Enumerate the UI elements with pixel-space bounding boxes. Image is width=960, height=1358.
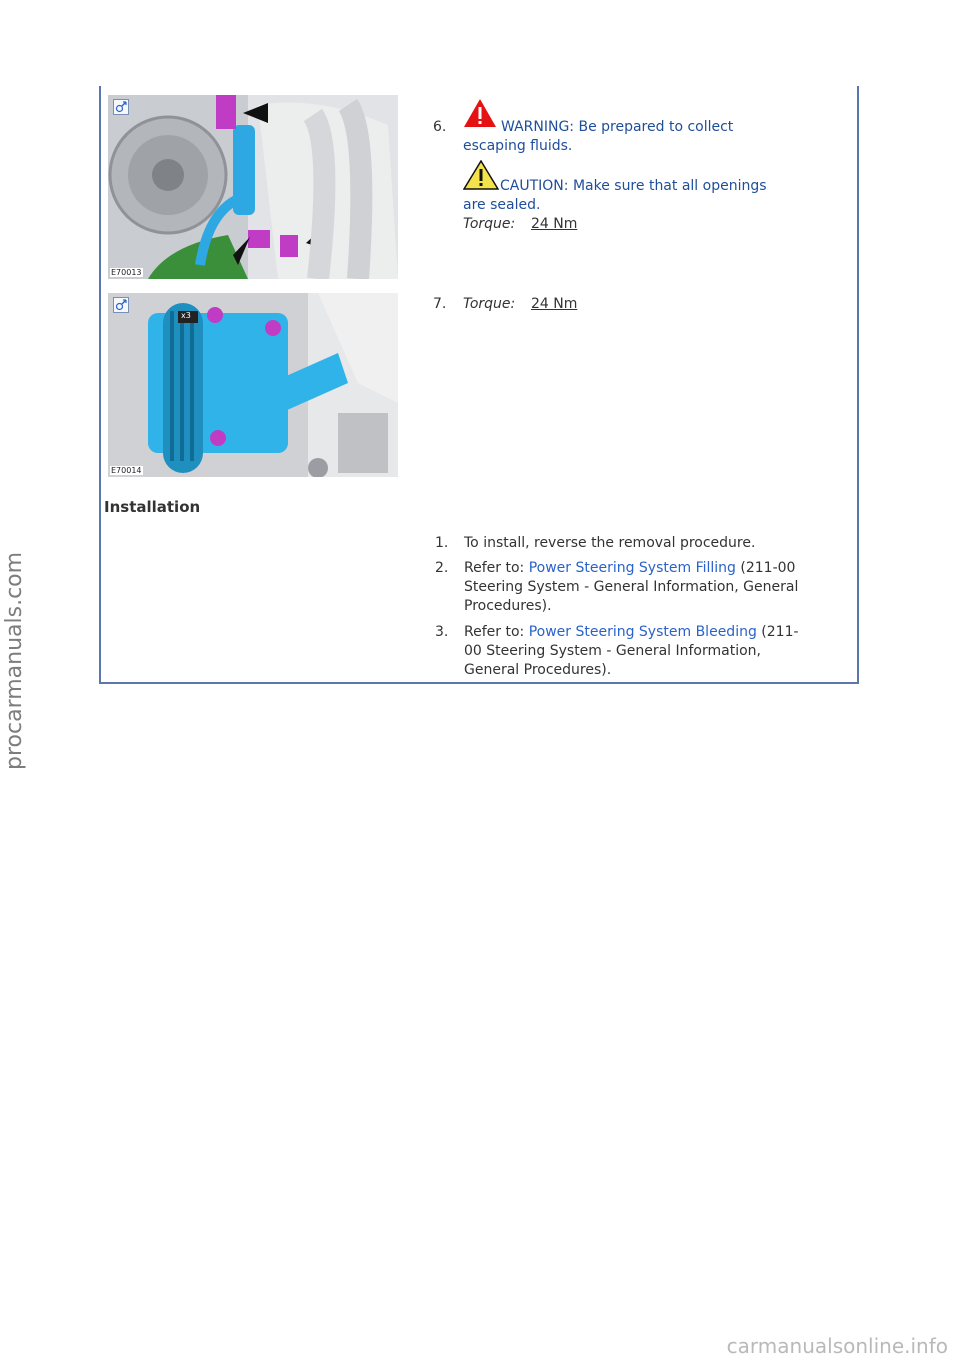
list-number: 2. [435, 560, 449, 576]
torque-label: Torque: [463, 296, 516, 312]
power-steering-filling-link[interactable]: Power Steering System Filling [528, 560, 736, 576]
list-item [464, 623, 844, 680]
refer-suffix: (211- [756, 624, 799, 640]
list-item-line: Procedures). [464, 598, 552, 614]
torque-label: Torque: [463, 216, 516, 232]
zoom-icon[interactable] [113, 99, 129, 115]
refer-prefix: Refer to: [464, 624, 529, 640]
step-number: 7. [433, 296, 447, 312]
count-badge: x3 [181, 311, 191, 320]
list-item [464, 559, 844, 616]
list-item-line: Steering System - General Information, General [464, 579, 799, 595]
caution-text-cont: are sealed. [463, 197, 541, 213]
list-item-text: To install, reverse the removal procedure. [464, 535, 756, 551]
side-watermark: procarmanuals.com [2, 551, 27, 770]
caution-icon [463, 160, 499, 194]
image-label: E70014 [111, 466, 142, 475]
list-item-line: General Procedures). [464, 662, 612, 678]
warning-text: WARNING: Be prepared to collect [501, 119, 734, 135]
list-number: 3. [435, 624, 449, 640]
step-number: 6. [433, 119, 447, 135]
image-label: E70013 [111, 268, 142, 277]
refer-prefix: Refer to: [464, 560, 529, 576]
torque-value[interactable]: 24 Nm [531, 296, 578, 312]
footer-watermark: carmanualsonline.info [726, 1334, 948, 1358]
warning-text-cont: escaping fluids. [463, 138, 573, 154]
list-item-line: 00 Steering System - General Information, [464, 643, 761, 659]
zoom-icon[interactable] [113, 297, 129, 313]
power-steering-bleeding-link[interactable]: Power Steering System Bleeding [528, 624, 757, 640]
step-6-illustration[interactable] [108, 95, 398, 279]
torque-value[interactable]: 24 Nm [531, 216, 578, 232]
warning-icon [463, 98, 497, 132]
step-7-illustration[interactable] [108, 293, 398, 477]
section-heading: Installation [104, 498, 201, 516]
list-number: 1. [435, 535, 449, 551]
caution-text: CAUTION: Make sure that all openings [500, 178, 767, 194]
refer-suffix: (211-00 [735, 560, 796, 576]
